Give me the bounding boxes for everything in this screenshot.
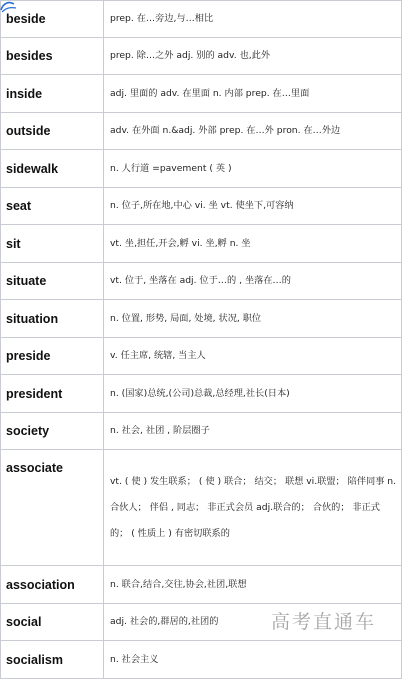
meaning-cell: n. 社会主义 bbox=[104, 641, 402, 679]
word-cell: sit bbox=[1, 225, 104, 263]
table-row bbox=[1, 375, 402, 413]
table-row bbox=[1, 641, 402, 679]
word-cell: president bbox=[1, 375, 104, 413]
table-row bbox=[1, 450, 402, 566]
table-row bbox=[1, 188, 402, 225]
meaning-cell: n. 位置, 形势, 局面, 处境, 状况, 职位 bbox=[104, 300, 402, 338]
meaning-cell: adv. 在外面 n.&adj. 外部 prep. 在…外 pron. 在…外边 bbox=[104, 113, 402, 150]
word-cell: sidewalk bbox=[1, 150, 104, 188]
meaning-cell: n. 人行道 =pavement ( 英 ) bbox=[104, 150, 402, 188]
table-row bbox=[1, 225, 402, 263]
table-row bbox=[1, 338, 402, 375]
meaning-cell: prep. 在…旁边,与…相比 bbox=[104, 1, 402, 38]
table-row bbox=[1, 38, 402, 75]
meaning-cell: adj. 里面的 adv. 在里面 n. 内部 prep. 在…里面 bbox=[104, 75, 402, 113]
meaning-cell: vt. 坐,担任,开会,孵 vi. 坐,孵 n. 坐 bbox=[104, 225, 402, 263]
table-row bbox=[1, 300, 402, 338]
table-row bbox=[1, 1, 402, 38]
word-cell: besides bbox=[1, 38, 104, 75]
meaning-cell: n. 位子,所在地,中心 vi. 坐 vt. 使坐下,可容纳 bbox=[104, 188, 402, 225]
meaning-cell: prep. 除…之外 adj. 别的 adv. 也,此外 bbox=[104, 38, 402, 75]
meaning-cell: v. 任主席, 统辖, 当主人 bbox=[104, 338, 402, 375]
table-row bbox=[1, 566, 402, 604]
meaning-cell: adj. 社会的,群居的,社团的 bbox=[104, 604, 402, 641]
meaning-cell: n. 联合,结合,交往,协会,社团,联想 bbox=[104, 566, 402, 604]
word-cell: associate bbox=[1, 450, 104, 566]
word-cell: beside bbox=[1, 1, 104, 38]
word-cell: social bbox=[1, 604, 104, 641]
meaning-cell: vt. ( 使 ) 发生联系； ( 使 ) 联合； 结交； 联想 vi.联盟； 陪伴同事 n.合伙人； 伴侣 , 同志； 非正式会员 adj.联合的； 合伙的； 非正式的； ( 性质上 ) 有密切联系的 bbox=[104, 450, 402, 566]
watermark-text: 高考直通车 bbox=[270, 611, 376, 633]
corner-swirl-icon bbox=[0, 0, 18, 14]
meaning-cell: n. (国家)总统,(公司)总裁,总经理,社长(日本) bbox=[104, 375, 402, 413]
word-cell: association bbox=[1, 566, 104, 604]
word-cell: seat bbox=[1, 188, 104, 225]
table-row bbox=[1, 263, 402, 300]
table-row bbox=[1, 113, 402, 150]
word-cell: socialism bbox=[1, 641, 104, 679]
word-cell: society bbox=[1, 413, 104, 450]
word-cell: situation bbox=[1, 300, 104, 338]
meaning-cell: vt. 位于, 坐落在 adj. 位于…的 , 坐落在…的 bbox=[104, 263, 402, 300]
table-row bbox=[1, 150, 402, 188]
table-row bbox=[1, 413, 402, 450]
word-cell: situate bbox=[1, 263, 104, 300]
word-cell: outside bbox=[1, 113, 104, 150]
word-cell: inside bbox=[1, 75, 104, 113]
meaning-cell: n. 社会, 社团 , 阶层圈子 bbox=[104, 413, 402, 450]
table-row bbox=[1, 75, 402, 113]
word-cell: preside bbox=[1, 338, 104, 375]
